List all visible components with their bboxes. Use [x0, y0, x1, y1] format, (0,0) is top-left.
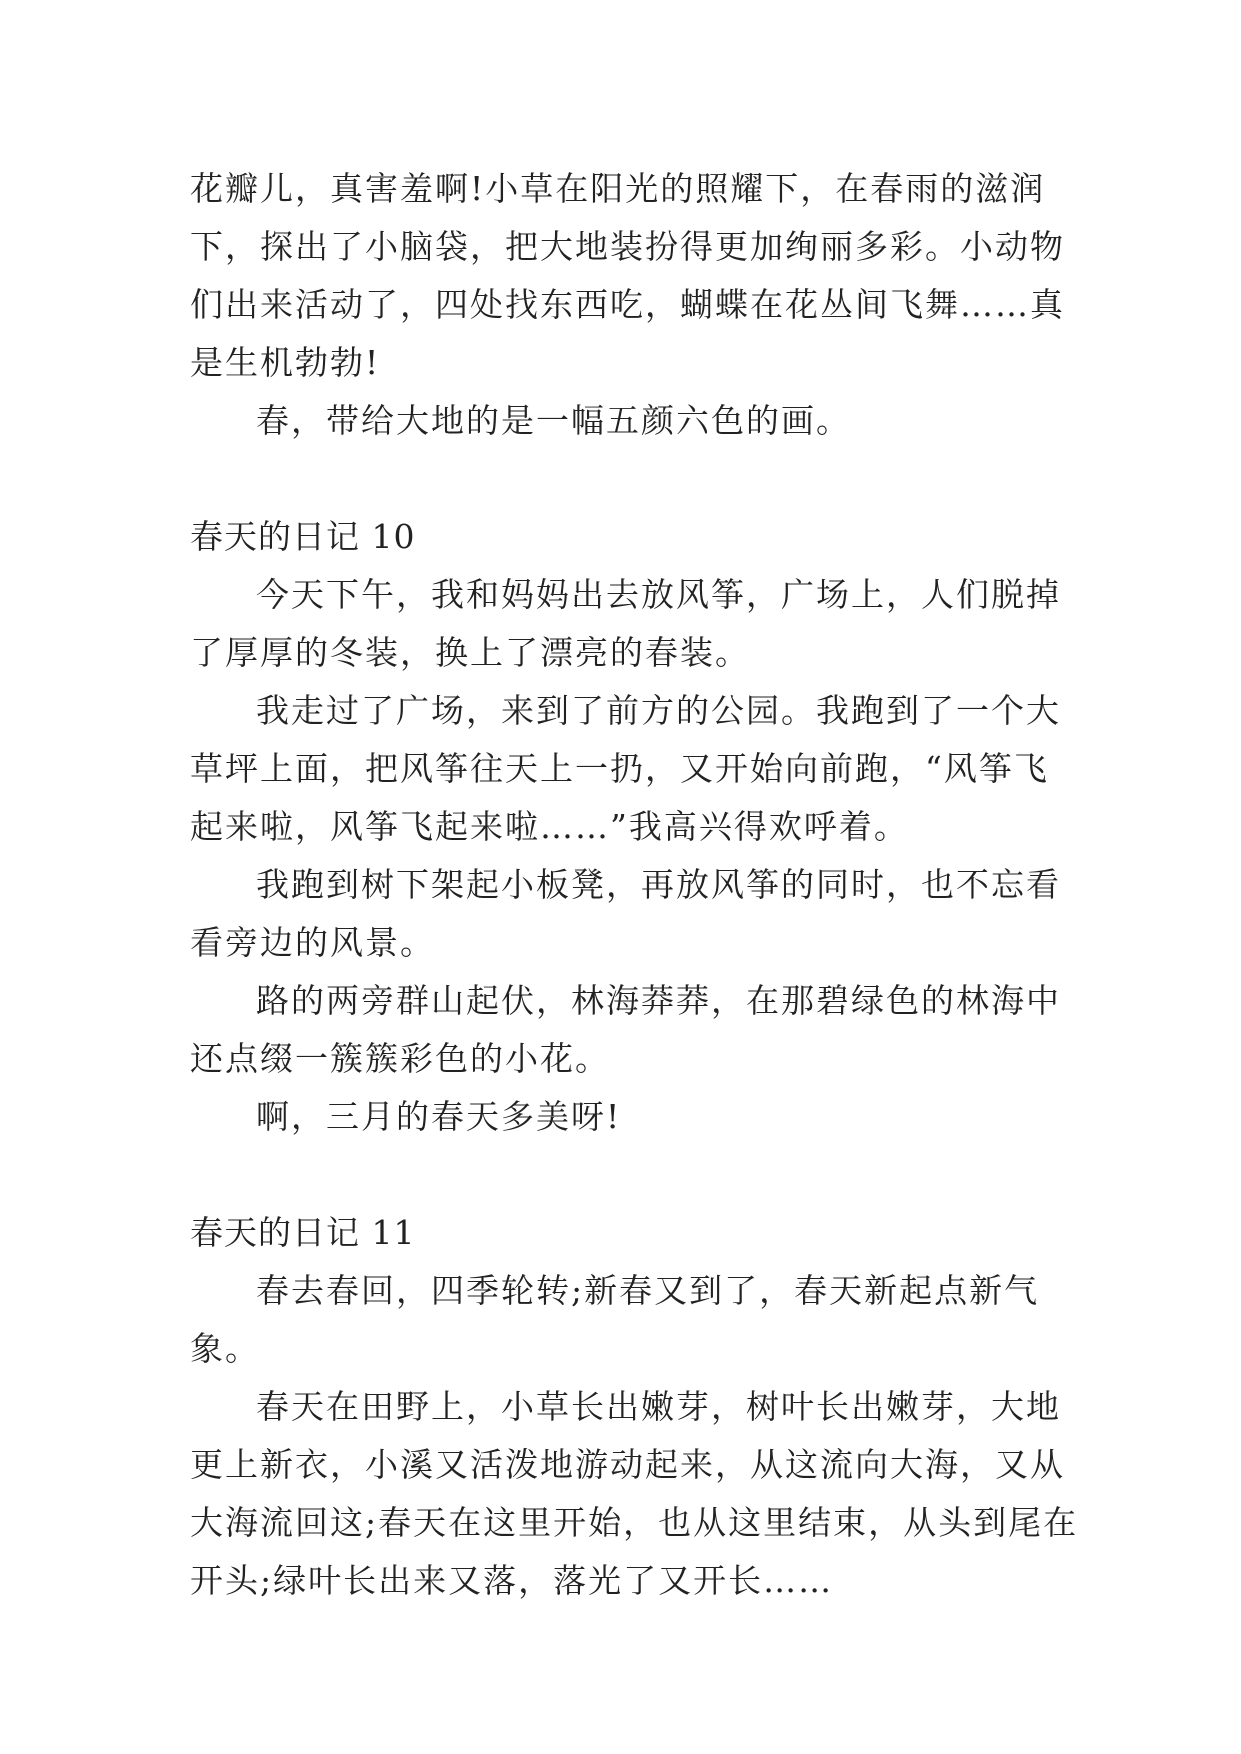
continuation-paragraph: 春，带给大地的是一幅五颜六色的画。: [256, 401, 851, 440]
entry-paragraph: 路的两旁群山起伏，林海莽莽，在那碧绿色的林海中还点缀一簇簇彩色的小花。: [190, 981, 1061, 1078]
entry-paragraph: 春去春回，四季轮转;新春又到了，春天新起点新气象。: [190, 1271, 1040, 1368]
section-gap: [190, 1146, 1080, 1204]
entry-title: 春天的日记 11: [190, 1213, 416, 1252]
entry-title: 春天的日记 10: [190, 517, 416, 556]
entry-paragraph: 啊，三月的春天多美呀!: [256, 1097, 622, 1136]
entry-paragraph: 我走过了广场，来到了前方的公园。我跑到了一个大草坪上面，把风筝往天上一扔，又开始向前跑，“风筝飞起来啦，风筝飞起来啦……”我高兴得欢呼着。: [190, 691, 1061, 846]
entry-paragraph: 今天下午，我和妈妈出去放风筝，广场上，人们脱掉了厚厚的冬装，换上了漂亮的春装。: [190, 575, 1061, 672]
entry-paragraph: 春天在田野上，小草长出嫩芽，树叶长出嫩芽，大地更上新衣，小溪又活泼地游动起来，从这流向大海，又从大海流回这;春天在这里开始，也从这里结束，从头到尾在开头;绿叶长出来又落，落光了又开长……: [190, 1387, 1079, 1600]
section-gap: [190, 450, 1080, 508]
document-body: [190, 160, 1080, 1610]
entry-paragraph: 我跑到树下架起小板凳，再放风筝的同时，也不忘看看旁边的风景。: [190, 865, 1061, 962]
continuation-paragraph: 花瓣儿，真害羞啊!小草在阳光的照耀下，在春雨的滋润下，探出了小脑袋，把大地装扮得更加绚丽多彩。小动物们出来活动了，四处找东西吃，蝴蝶在花丛间飞舞……真是生机勃勃!: [190, 169, 1065, 382]
